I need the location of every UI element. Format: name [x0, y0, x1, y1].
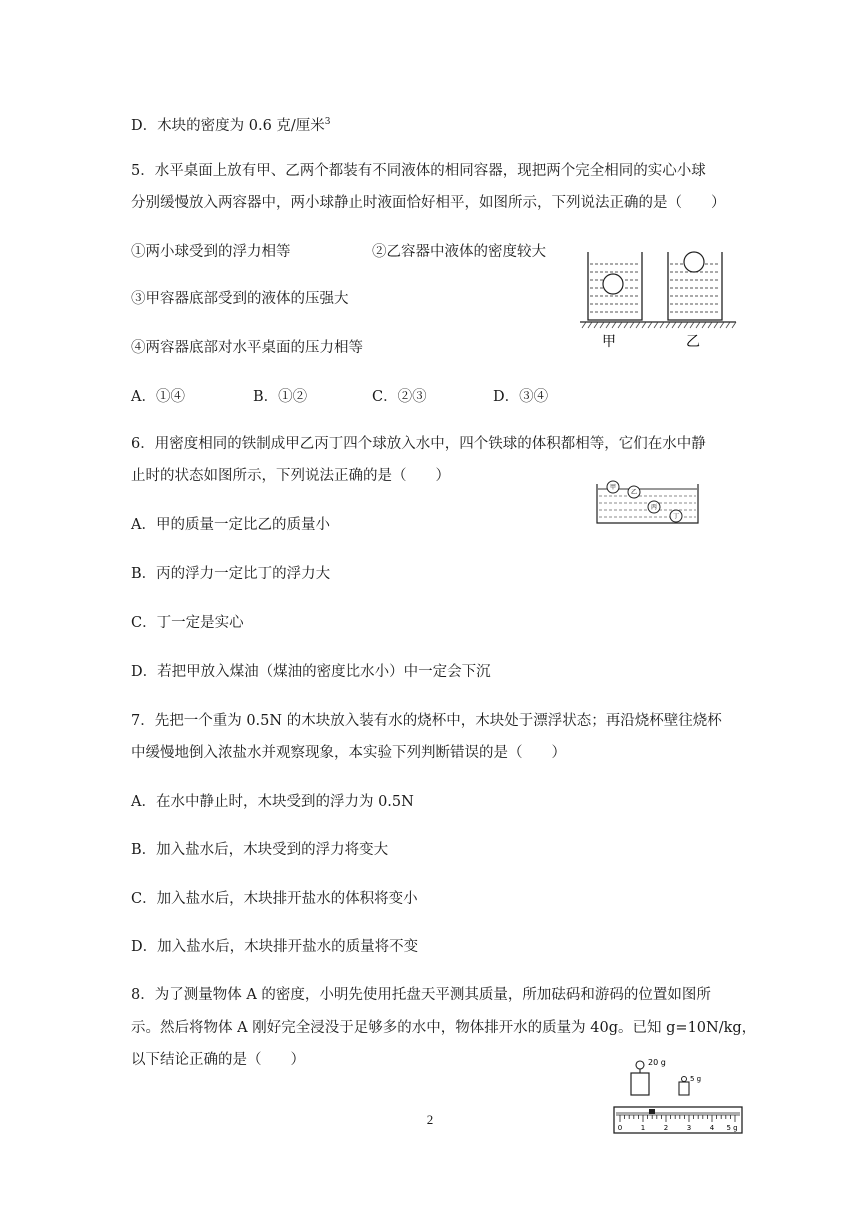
ball-in-jia	[603, 274, 623, 294]
weight-20g	[631, 1058, 666, 1095]
ball-label-ding: 丁	[672, 513, 680, 520]
q6-option-d: D．若把甲放入煤油（煤油的密度比水小）中一定会下沉	[131, 664, 491, 680]
ruler-label-3: 3	[686, 1124, 692, 1132]
q7-option-a: A．在水中静止时，木块受到的浮力为 0.5N	[131, 794, 414, 810]
q6-option-b: B．丙的浮力一定比丁的浮力大	[131, 566, 331, 582]
q5-stem-line-2: 分别缓慢放入两容器中，两小球静止时液面恰好相平，如图所示，下列说法正确的是（ ）	[131, 195, 726, 211]
q6-option-c: C．丁一定是实心	[131, 615, 244, 631]
q7-stem-line-1: 7．先把一个重为 0.5N 的木块放入装有水的烧杯中，木块处于漂浮状态；再沿烧杯壁往烧杯	[131, 713, 722, 729]
q7-option-c: C．加入盐水后，木块排开盐水的体积将变小	[131, 891, 418, 907]
q4-option-d-text: D．木块的密度为 0.6 克/厘米	[131, 117, 325, 134]
q5-stem-line-1: 5．水平桌面上放有甲、乙两个都装有不同液体的相同容器，现把两个完全相同的实心小球	[131, 163, 706, 179]
ball-in-yi	[684, 252, 704, 272]
q5-statement-3: ③甲容器底部受到的液体的压强大	[131, 291, 349, 307]
q4-option-d	[131, 112, 331, 136]
q5-statement-2: ②乙容器中液体的密度较大	[372, 244, 546, 260]
q7-option-b: B．加入盐水后，木块受到的浮力将变大	[131, 842, 389, 858]
q5-option-b: B．①②	[253, 389, 308, 405]
q5-option-c: C．②③	[372, 389, 427, 405]
q5-containers-figure	[580, 242, 740, 354]
ruler-label-5: 5 g	[726, 1124, 738, 1132]
q8-stem-line-3: 以下结论正确的是（ ）	[131, 1052, 305, 1068]
ruler-label-2: 2	[663, 1124, 669, 1132]
q6-stem-line-1: 6．用密度相同的铁制成甲乙丙丁四个球放入水中，四个铁球的体积都相等，它们在水中静	[131, 436, 706, 452]
q7-stem-line-2: 中缓慢地倒入浓盐水并观察现象，本实验下列判断错误的是（ ）	[131, 745, 566, 761]
q8-stem-line-1: 8．为了测量物体 A 的密度，小明先使用托盘天平测其质量，所加砝码和游码的位置如图所	[131, 987, 711, 1003]
ruler-label-4: 4	[709, 1124, 715, 1132]
label-yi: 乙	[686, 334, 700, 350]
weight-5g-label: 5 g	[690, 1075, 702, 1083]
q7-option-d: D．加入盐水后，木块排开盐水的质量将不变	[131, 939, 419, 955]
q4-option-d-superscript: 3	[324, 117, 331, 127]
q6-option-a: A．甲的质量一定比乙的质量小	[131, 517, 330, 533]
q5-option-a: A．①④	[131, 389, 185, 405]
page-number: 2	[426, 1112, 434, 1127]
label-jia: 甲	[602, 334, 616, 350]
ball-label-yi: 乙	[630, 489, 638, 496]
q5-statement-1: ①两小球受到的浮力相等	[131, 244, 291, 260]
q6-tank-figure	[594, 478, 702, 526]
ruler-label-0: 0	[617, 1124, 623, 1132]
ball-label-bing: 丙	[650, 504, 658, 511]
ruler-label-1: 1	[640, 1124, 646, 1132]
ball-label-jia: 甲	[609, 484, 617, 491]
q5-statement-4: ④两容器底部对水平桌面的压力相等	[131, 340, 363, 356]
q5-option-d: D．③④	[493, 389, 549, 405]
q6-stem-line-2: 止时的状态如图所示，下列说法正确的是（ ）	[131, 468, 450, 484]
weight-5g	[679, 1075, 701, 1095]
weight-20g-label: 20 g	[648, 1058, 666, 1067]
q8-stem-line-2: 示。然后将物体 A 刚好完全浸没于足够多的水中，物体排开水的质量为 40g。已知 g=10N/kg，	[131, 1020, 757, 1036]
